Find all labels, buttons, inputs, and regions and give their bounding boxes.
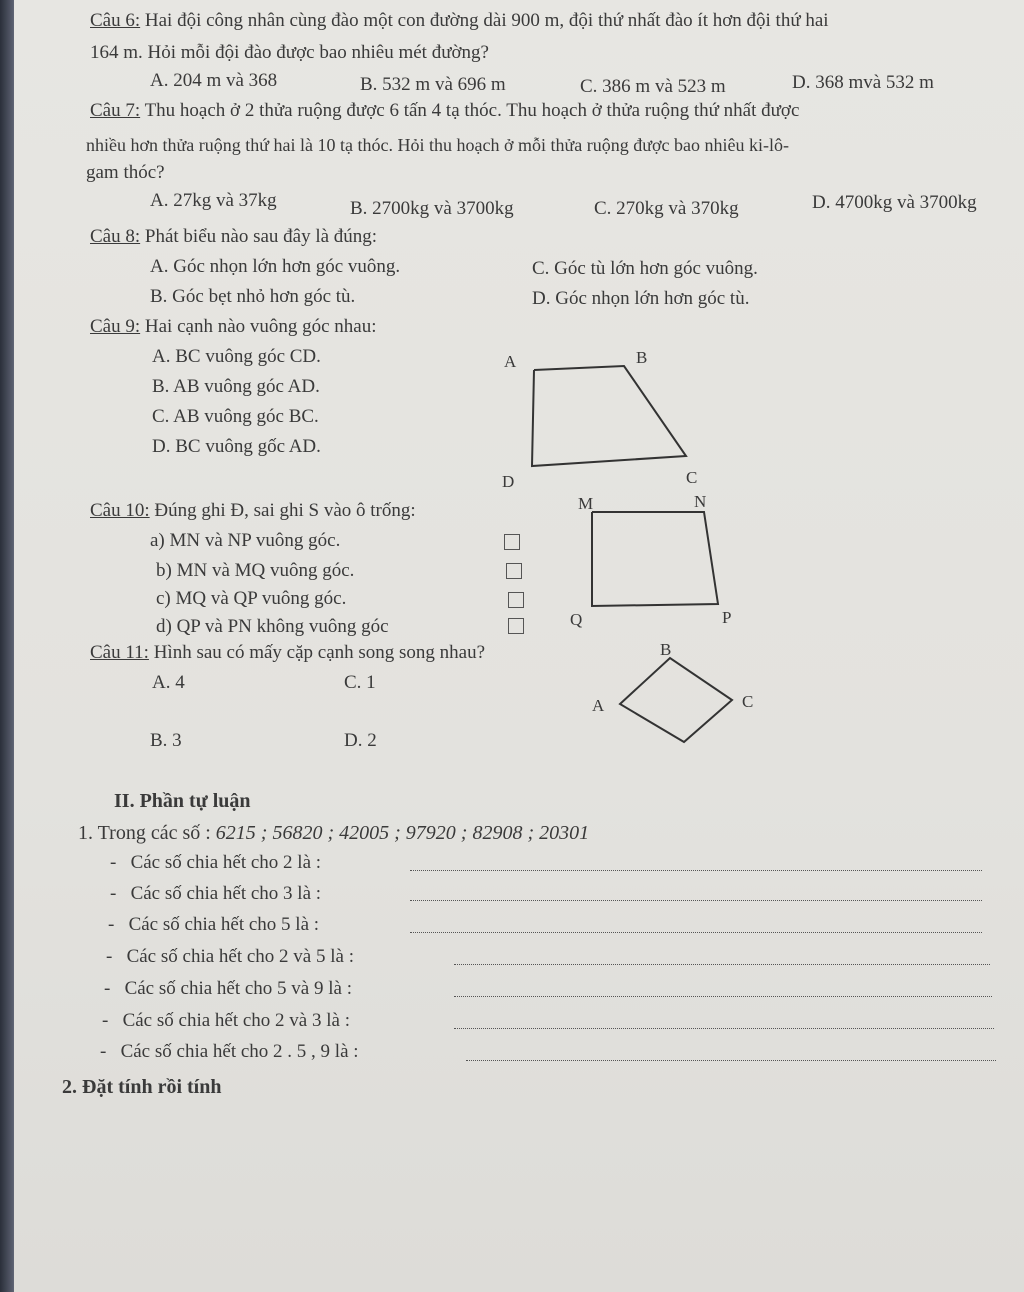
question-10-item-c: c) MQ và QP vuông góc.	[156, 588, 347, 609]
row-6-dash: -	[102, 1010, 109, 1031]
question-9-option-a: A. BC vuông góc CD.	[152, 346, 321, 367]
question-9-text: Hai cạnh nào vuông góc nhau:	[144, 316, 377, 337]
question-7-option-c: C. 270kg và 370kg	[594, 198, 739, 219]
question-6-option-b: B. 532 m và 696 m	[360, 74, 506, 95]
question-7-option-a: A. 27kg và 37kg	[150, 190, 277, 211]
question-6-label: Câu 6:	[90, 10, 141, 31]
question-8-option-b: B. Góc bẹt nhỏ hơn góc tù.	[150, 286, 356, 307]
row-3-text: Các số chia hết cho 5 là :	[128, 914, 320, 935]
worksheet-paper	[14, 0, 1024, 1292]
question-8-option-a: A. Góc nhọn lớn hơn góc vuông.	[150, 256, 401, 277]
answer-line-5[interactable]	[454, 996, 992, 997]
answer-line-3[interactable]	[410, 932, 982, 933]
fill-row-1	[110, 852, 321, 874]
answer-box-b[interactable]	[506, 563, 522, 579]
question-6-option-a: A. 204 m và 368	[150, 70, 278, 91]
question-9-figure	[514, 360, 714, 480]
answer-line-6[interactable]	[454, 1028, 994, 1029]
question-11-rhombus	[620, 658, 732, 742]
question-8-text: Phát biểu nào sau đây là đúng:	[144, 226, 378, 247]
question-8-option-d: D. Góc nhọn lớn hơn góc tù.	[532, 288, 750, 309]
question-10-quadrilateral	[592, 512, 718, 606]
question-6-option-d: D. 368 mvà 532 m	[792, 72, 934, 93]
fill-row-4	[106, 946, 354, 968]
question-11-figure	[604, 650, 754, 750]
question-9-option-b: B. AB vuông góc AD.	[152, 376, 320, 397]
answer-box-c[interactable]	[508, 592, 524, 608]
question-10-item-d: d) QP và PN không vuông góc	[156, 616, 389, 637]
answer-box-a[interactable]	[504, 534, 520, 550]
row-1-text: Các số chia hết cho 2 là :	[130, 852, 322, 873]
answer-line-1[interactable]	[410, 870, 982, 871]
answer-line-4[interactable]	[454, 964, 990, 965]
figure-11-label-b: B	[660, 640, 672, 659]
part-2-number-list: 6215 ; 56820 ; 42005 ; 97920 ; 82908 ; 20301	[215, 822, 590, 844]
question-11-label: Câu 11:	[90, 642, 149, 663]
figure-11-label-c: C	[742, 692, 754, 711]
figure-10-label-q: Q	[570, 610, 583, 629]
question-9-option-c: C. AB vuông góc BC.	[152, 406, 319, 427]
question-6-line-2: 164 m. Hỏi mỗi đội đào được bao nhiêu mét đường?	[90, 42, 489, 63]
question-7-option-d: D. 4700kg và 3700kg	[812, 192, 977, 213]
question-11-option-b: B. 3	[150, 730, 182, 751]
question-7-label: Câu 7:	[90, 100, 141, 121]
row-1-dash: -	[110, 852, 117, 873]
question-6-text: Hai đội công nhân cùng đào một con đường dài 900 m, đội thứ nhất đào ít hơn đội thứ hai	[144, 10, 829, 31]
figure-9-label-d: D	[502, 472, 515, 491]
figure-10-label-m: M	[578, 494, 594, 513]
row-2-text: Các số chia hết cho 3 là :	[130, 883, 322, 904]
question-9-option-d: D. BC vuông gốc AD.	[152, 436, 321, 457]
fill-row-7	[100, 1041, 359, 1063]
question-7-line-2: nhiều hơn thửa ruộng thứ hai là 10 tạ thóc. Hỏi thu hoạch ở mỗi thửa ruộng được bao nhiêu ki-lô-	[86, 135, 789, 155]
question-11-option-d: D. 2	[344, 730, 377, 751]
answer-line-2[interactable]	[410, 900, 982, 901]
question-10-line	[90, 500, 416, 522]
question-6-option-c: C. 386 m và 523 m	[580, 76, 726, 97]
fill-row-3	[108, 914, 319, 936]
row-5-dash: -	[104, 978, 111, 999]
question-10-item-b: b) MN và MQ vuông góc.	[156, 560, 355, 581]
figure-9-label-a: A	[504, 352, 517, 371]
row-7-text: Các số chia hết cho 2 . 5 , 9 là :	[120, 1041, 359, 1062]
fill-row-5	[104, 978, 352, 1000]
question-10-label: Câu 10:	[90, 500, 150, 521]
figure-9-label-b: B	[636, 348, 648, 367]
row-6-text: Các số chia hết cho 2 và 3 là :	[122, 1010, 350, 1031]
question-8-line	[90, 226, 377, 248]
row-5-text: Các số chia hết cho 5 và 9 là :	[124, 978, 352, 999]
question-7-line-3: gam thóc?	[86, 162, 165, 183]
part-2-title: II. Phần tự luận	[114, 790, 251, 812]
figure-9-label-c: C	[686, 468, 698, 487]
question-9-trapezoid	[532, 366, 686, 466]
fill-row-2	[110, 883, 321, 905]
question-7-text: Thu hoạch ở 2 thửa ruộng được 6 tấn 4 tạ thóc. Thu hoạch ở thửa ruộng thứ nhất được	[144, 100, 800, 121]
figure-10-label-n: N	[694, 492, 707, 511]
question-11-text: Hình sau có mấy cặp cạnh song song nhau?	[153, 642, 486, 663]
answer-box-d[interactable]	[508, 618, 524, 634]
row-3-dash: -	[108, 914, 115, 935]
question-9-line	[90, 316, 377, 338]
question-10-figure	[584, 506, 734, 612]
question-11-option-a: A. 4	[152, 672, 185, 693]
question-10-text: Đúng ghi Đ, sai ghi S vào ô trống:	[154, 500, 416, 521]
answer-line-7[interactable]	[466, 1060, 996, 1061]
row-2-dash: -	[110, 883, 117, 904]
row-4-dash: -	[106, 946, 113, 967]
question-7-option-b: B. 2700kg và 3700kg	[350, 198, 514, 219]
figure-11-label-a: A	[592, 696, 605, 715]
figure-10-label-p: P	[722, 608, 732, 627]
row-4-text: Các số chia hết cho 2 và 5 là :	[126, 946, 354, 967]
part-2-item-1-prefix: 1. Trong các số :	[78, 822, 211, 844]
part-2-item-1	[78, 822, 589, 844]
question-7-line-1	[90, 100, 799, 122]
question-9-label: Câu 9:	[90, 316, 141, 337]
fill-row-6	[102, 1010, 350, 1032]
row-7-dash: -	[100, 1041, 107, 1062]
part-2-item-2: 2. Đặt tính rồi tính	[62, 1076, 222, 1098]
question-10-item-a: a) MN và NP vuông góc.	[150, 530, 341, 551]
question-11-option-c: C. 1	[344, 672, 376, 693]
question-6-line-1	[90, 10, 829, 32]
question-11-line	[90, 642, 485, 664]
question-8-label: Câu 8:	[90, 226, 141, 247]
question-8-option-c: C. Góc tù lớn hơn góc vuông.	[532, 258, 758, 279]
